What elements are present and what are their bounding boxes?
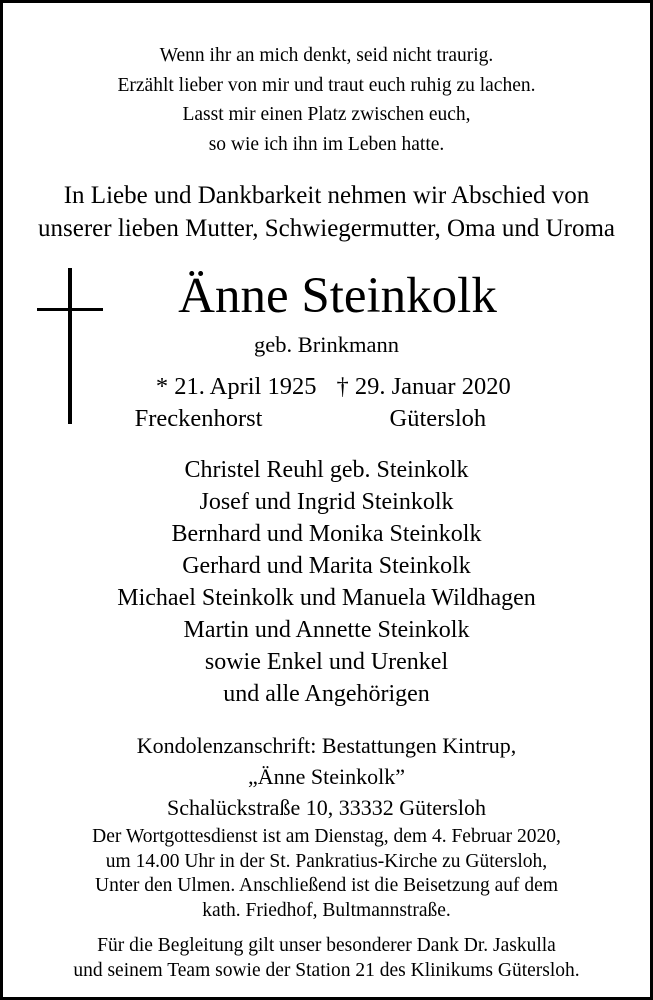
mourner: Bernhard und Monika Steinkolk: [171, 521, 482, 547]
maiden-name: geb. Brinkmann: [254, 332, 399, 357]
mourners-list: [3, 454, 650, 710]
condolence-line: Kondolenzanschrift: Bestattungen Kintrup,: [136, 733, 517, 758]
condolence-address: [3, 730, 650, 823]
death-date: † 29. Januar 2020: [336, 373, 511, 400]
mourner: Josef und Ingrid Steinkolk: [199, 489, 454, 515]
poem-line: so wie ich ihn im Leben hatte.: [208, 133, 445, 155]
mourner: Michael Steinkolk und Manuela Wildhagen: [117, 585, 536, 611]
thanks-line: und seinem Team sowie der Station 21 des Klinikums Gütersloh.: [73, 959, 580, 981]
service-line: Unter den Ulmen. Anschließend ist die Beisetzung auf dem: [94, 875, 558, 897]
poem: [3, 41, 650, 159]
mourner: und alle Angehörigen: [223, 681, 430, 707]
mourner: sowie Enkel und Urenkel: [204, 649, 449, 675]
mourner: Martin und Annette Steinkolk: [183, 617, 470, 643]
service-line: um 14.00 Uhr in der St. Pankratius-Kirche zu Gütersloh,: [105, 850, 548, 872]
service-line: kath. Friedhof, Bultmannstraße.: [202, 899, 451, 921]
mourner: Christel Reuhl geb. Steinkolk: [184, 457, 469, 483]
condolence-line: „Änne Steinkolk”: [247, 764, 406, 789]
poem-line: Erzählt lieber von mir und traut euch ruhig zu lachen.: [117, 74, 536, 96]
deceased-name: Änne Steinkolk: [178, 268, 497, 324]
birth-date: * 21. April 1925: [155, 373, 317, 400]
poem-line: Wenn ihr an mich denkt, seid nicht traurig.: [159, 45, 494, 66]
service-line: Der Wortgottesdienst ist am Dienstag, dem 4. Februar 2020,: [92, 826, 561, 847]
thanks-note: [3, 934, 650, 983]
intro-text: [3, 179, 650, 245]
thanks-line: Für die Begleitung gilt unser besonderer Dank Dr. Jaskulla: [97, 935, 556, 956]
mourner: Gerhard und Marita Steinkolk: [182, 553, 471, 579]
service-info: [3, 825, 650, 923]
poem-line: Lasst mir einen Platz zwischen euch,: [182, 104, 471, 125]
death-place: Gütersloh: [389, 405, 487, 432]
intro-line: unserer lieben Mutter, Schwiegermutter, Oma und Uroma: [38, 215, 615, 242]
intro-line: In Liebe und Dankbarkeit nehmen wir Abschied von: [63, 182, 590, 209]
condolence-line: Schalückstraße 10, 33332 Gütersloh: [167, 795, 486, 820]
birth-place: Freckenhorst: [134, 405, 263, 432]
life-dates: [3, 371, 650, 435]
